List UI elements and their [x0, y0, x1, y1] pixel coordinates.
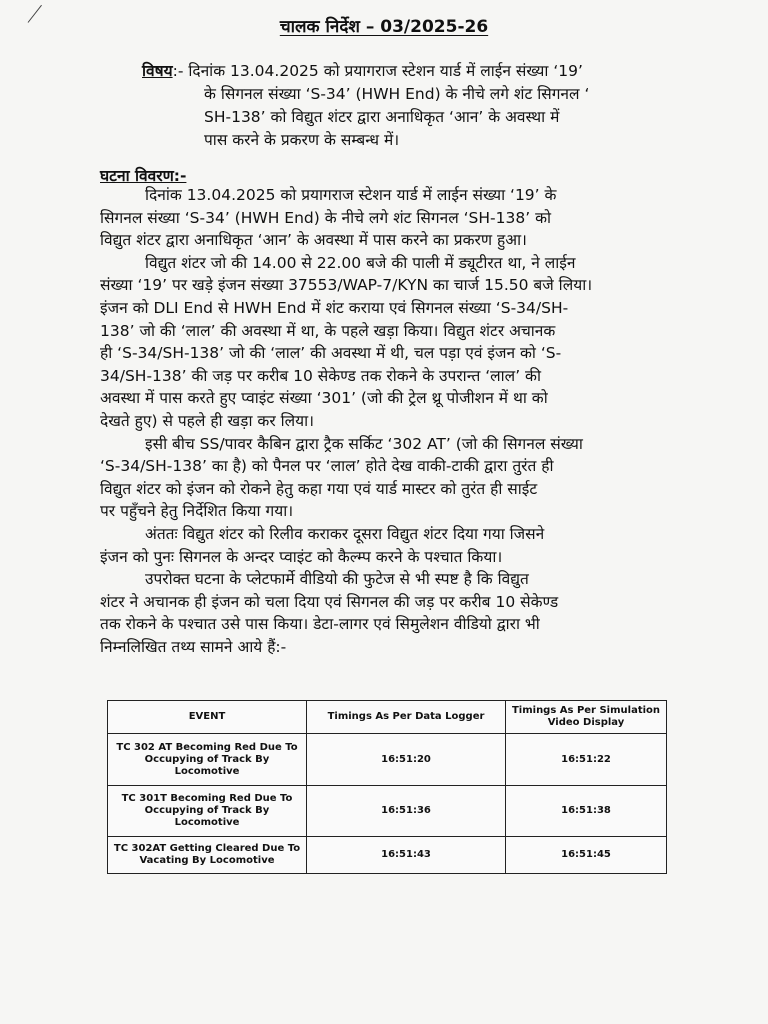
subject-block [142, 60, 702, 152]
para1-line: सिगनल संख्या ‘S-34’ (HWH End) के नीचे लगे शंट सिगनल ‘SH-138’ को [100, 208, 552, 227]
para2-line: 34/SH-138’ की जड़ पर करीब 10 सेकेण्ड तक रोकने के उपरान्त ‘लाल’ की [100, 366, 541, 385]
header-event: EVENT [108, 701, 307, 734]
subject-line-4: पास करने के प्रकरण के सम्बन्ध में। [204, 131, 400, 149]
para2-line: इंजन को DLI End से HWH End में शंट कराया एवं सिगनल संख्या ‘S-34/SH- [100, 298, 569, 317]
event-cell: TC 302AT Getting Cleared Due To Vacating By Locomotive [108, 837, 307, 874]
table-row [108, 786, 667, 837]
logger-time-cell: 16:51:20 [307, 734, 506, 786]
para1-line: दिनांक 13.04.2025 को प्रयागराज स्टेशन यार्ड में लाईन संख्या ‘19’ के [145, 186, 557, 204]
incident-heading: घटना विवरण:- [100, 167, 187, 185]
table-header-row [108, 701, 667, 734]
simulation-time-cell: 16:51:38 [506, 786, 667, 837]
header-data-logger: Timings As Per Data Logger [307, 701, 506, 734]
para2-line: 138’ जो की ‘लाल’ की अवस्था में था, के पहले खड़ा किया। विद्युत शंटर अचानक [100, 321, 556, 340]
para5-line: शंटर ने अचानक ही इंजन को चला दिया एवं सिगनल की जड़ पर करीब 10 सेकेण्ड [100, 592, 559, 611]
table-row [108, 837, 667, 874]
para4-line: अंततः विद्युत शंटर को रिलीव कराकर दूसरा विद्युत शंटर दिया गया जिसने [145, 524, 545, 543]
simulation-time-cell: 16:51:45 [506, 837, 667, 874]
subject-line-2: के सिगनल संख्या ‘S-34’ (HWH End) के नीचे लगे शंट सिगनल ‘ [204, 85, 590, 103]
logger-time-cell: 16:51:43 [307, 837, 506, 874]
para2-line: अवस्था में पास करते हुए प्वाइंट संख्या ‘301’ (जो की ट्रेल थ्रू पोजीशन में था को [100, 389, 548, 408]
para2-line: देखते हुए) से पहले ही खड़ा कर लिया। [100, 411, 314, 430]
table-row [108, 734, 667, 786]
subject-line-3: SH-138’ को विद्युत शंटर द्वारा अनाधिकृत ‘आन’ के अवस्था में [204, 108, 560, 126]
para5-line: उपरोक्त घटना के प्लेटफार्मे वीडियो की फुटेज से भी स्पष्ट है कि विद्युत [145, 570, 529, 589]
para2-line: विद्युत शंटर जो की 14.00 से 22.00 बजे की पाली में ड्यूटीरत था, ने लाईन [145, 253, 576, 272]
subject-label: विषय [142, 62, 173, 80]
para4-line: इंजन को पुनः सिगनल के अन्दर प्वाइंट को कैल्म्प करने के पश्चात किया। [100, 547, 503, 566]
simulation-time-cell: 16:51:22 [506, 734, 667, 786]
para5-line: निम्नलिखित तथ्य सामने आये हैं:- [100, 637, 287, 656]
header-simulation: Timings As Per Simulation Video Display [506, 701, 667, 734]
para3-line: विद्युत शंटर को इंजन को रोकने हेतु कहा गया एवं यार्ड मास्टर को तुरंत ही साईट [100, 479, 538, 498]
para3-line: इसी बीच SS/पावर कैबिन द्वारा ट्रैक सर्किट ‘302 AT’ (जो की सिगनल संख्या [145, 434, 583, 453]
event-cell: TC 302 AT Becoming Red Due To Occupying of Track By Locomotive [108, 734, 307, 786]
document-title: चालक निर्देश – 03/2025-26 [279, 17, 489, 37]
para3-line: ‘S-34/SH-138’ का है) को पैनल पर ‘लाल’ होते देख वाकी-टाकी द्वारा तुरंत ही [100, 457, 554, 476]
timings-table [107, 700, 667, 874]
incident-body [100, 184, 704, 658]
para2-line: ही ‘S-34/SH-138’ जो की ‘लाल’ की अवस्था में थी, चल पड़ा एवं इंजन को ‘S- [100, 344, 562, 363]
subject-line-1: विषय:- दिनांक 13.04.2025 को प्रयागराज स्टेशन यार्ड में लाईन संख्या ‘19’ [142, 62, 583, 80]
para3-line: पर पहुँचने हेतु निर्देशित किया गया। [100, 502, 294, 521]
event-cell: TC 301T Becoming Red Due To Occupying of Track By Locomotive [108, 786, 307, 837]
para1-line: विद्युत शंटर द्वारा अनाधिकृत ‘आन’ के अवस्था में पास करने का प्रकरण हुआ। [100, 231, 527, 250]
para5-line: तक रोकने के पश्चात उसे पास किया। डेटा-लागर एवं सिमुलेशन वीडियो द्वारा भी [100, 615, 540, 634]
logger-time-cell: 16:51:36 [307, 786, 506, 837]
para2-line: संख्या ‘19’ पर खड़े इंजन संख्या 37553/WAP-7/KYN का चार्ज 15.50 बजे लिया। [100, 276, 593, 295]
